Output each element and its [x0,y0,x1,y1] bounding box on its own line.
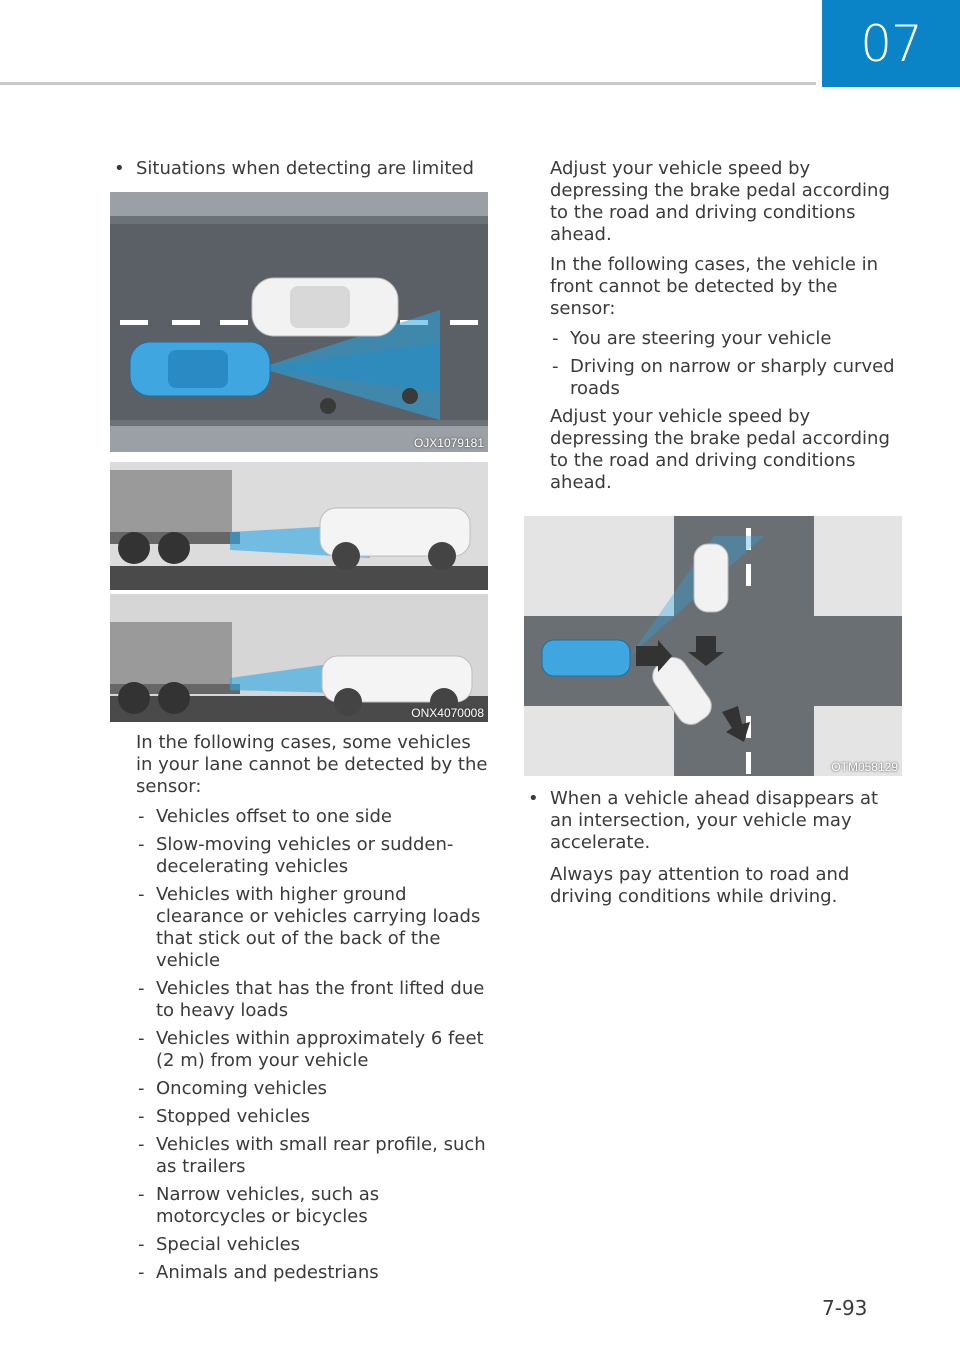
list-item: - Vehicles within approximately 6 feet (2 m) from your vehicle [136,1028,488,1072]
figure-intersection [524,516,902,776]
intersection-illustration [524,516,902,776]
list-item: - Driving on narrow or sharply curved roads [550,356,902,400]
list-item: - Vehicles with higher ground clearance or vehicles carrying loads that stick out of the back of the vehicle [136,884,488,972]
list-item: - You are steering your vehicle [550,328,902,350]
adjust-speed-paragraph: Adjust your vehicle speed by depressing the brake pedal according to the road and driving conditions ahead. [550,158,890,245]
truck-clearance-illustration [110,462,488,722]
list-item: - Animals and pedestrians [136,1262,488,1284]
chapter-number: 07 [860,14,922,73]
list-item: - Vehicles with small rear profile, such as trailers [136,1134,488,1178]
right-intro: In the following cases, the vehicle in front cannot be detected by the sensor: [550,254,879,319]
figure-code: OTM058129 [831,760,898,774]
figure-lane-offset [110,192,488,452]
left-intro: In the following cases, some vehicles in your lane cannot be detected by the sensor: [136,732,488,797]
adjust-speed-paragraph-2: Adjust your vehicle speed by depressing the brake pedal according to the road and driving conditions ahead. [550,406,890,493]
right-column [524,158,902,916]
undetected-vehicles-list [110,806,488,1284]
chapter-tab [822,0,960,87]
left-column [110,158,488,1290]
list-item: - Slow-moving vehicles or sudden-decelerating vehicles [136,834,488,878]
list-item: - Narrow vehicles, such as motorcycles or bicycles [136,1184,488,1228]
header-rule [0,82,816,85]
list-item: - Oncoming vehicles [136,1078,488,1100]
lane-offset-illustration [110,192,488,452]
attention-note: Always pay attention to road and driving conditions while driving. [550,864,850,907]
front-vehicle-list [524,328,902,400]
list-item: - Special vehicles [136,1234,488,1256]
page-number: 7-93 [822,1296,868,1320]
figure-code: ONX4070008 [411,706,484,720]
figure-code: OJX1079181 [413,436,484,450]
list-item: - Vehicles offset to one side [136,806,488,828]
figure-truck-clearance [110,462,488,722]
list-item: - Vehicles that has the front lifted due to heavy loads [136,978,488,1022]
bullet-intersection: • When a vehicle ahead disappears at an intersection, your vehicle may accelerate. [524,788,902,854]
list-item: - Stopped vehicles [136,1106,488,1128]
bullet-detecting-limited: • Situations when detecting are limited [110,158,488,180]
